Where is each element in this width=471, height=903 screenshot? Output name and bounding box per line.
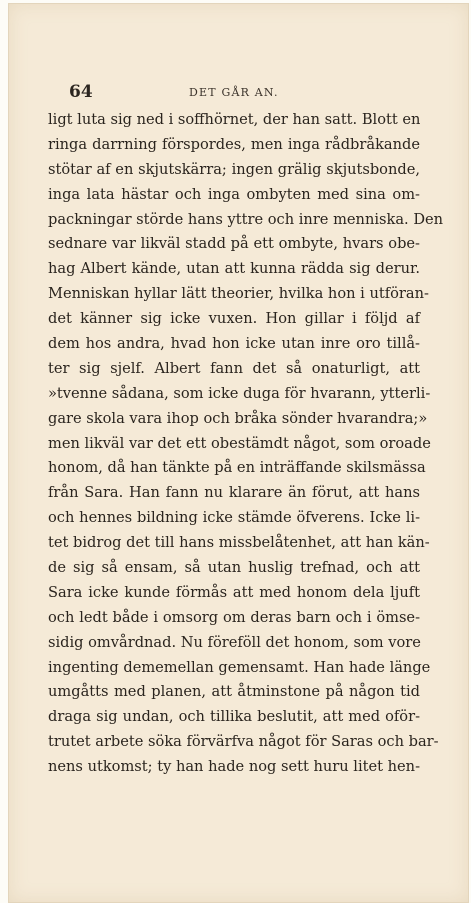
body-text (48, 108, 444, 780)
text-line-10: dem hos andra, hvad hon icke utan inre oro tillå- (48, 335, 420, 353)
text-line-23: ingenting dememellan gemensamt. Han hade länge (48, 658, 431, 676)
text-line-9: det känner sig icke vuxen. Hon gillar i följd af (48, 310, 420, 328)
text-line-15: honom, då han tänkte på en inträffande skilsmässa (48, 459, 426, 477)
text-line-14: men likväl var det ett obestämdt något, som oroade (48, 434, 431, 452)
text-line-18: tet bidrog det till hans missbelåtenhet, att han kän- (48, 534, 430, 552)
text-line-7: hag Albert kände, utan att kunna rädda sig derur. (48, 260, 420, 278)
text-line-16: från Sara. Han fann nu klarare än förut, att hans (48, 484, 420, 502)
text-line-12: »tvenne sådana, som icke duga för hvarann, ytterli- (48, 384, 431, 402)
text-line-4: inga lata hästar och inga ombyten med sina om- (48, 185, 420, 203)
text-line-2: ringa darrning förspordes, men inga rådbråkande (48, 135, 420, 153)
text-line-11: ter sig sjelf. Albert fann det så onaturligt, att (48, 359, 420, 377)
text-line-27: nens utkomst; ty han hade nog sett huru litet hen- (48, 758, 420, 776)
text-line-25: draga sig undan, och tillika beslutit, att med oför- (48, 708, 420, 726)
page-number: 64 (69, 82, 93, 102)
text-line-8: Menniskan hyllar lätt theorier, hvilka hon i utföran- (48, 285, 429, 303)
text-line-22: sidig omvårdnad. Nu föreföll det honom, som vore (48, 633, 421, 651)
text-line-24: umgåtts med planen, att åtminstone på någon tid (48, 683, 420, 701)
text-line-17: och hennes bildning icke stämde öfverens. Icke li- (48, 509, 420, 527)
running-title: DET GÅR AN. (189, 86, 279, 99)
text-line-3: stötar af en skjutskärra; ingen grälig skjutsbonde, (48, 160, 420, 178)
text-line-26: trutet arbete söka förvärfva något för Saras och bar- (48, 733, 439, 751)
text-line-13: gare skola vara ihop och bråka sönder hvarandra;» (48, 409, 428, 427)
text-line-21: och ledt både i omsorg om deras barn och i ömse- (48, 608, 420, 626)
page-header (69, 82, 429, 104)
text-line-1: ligt luta sig ned i soffhörnet, der han satt. Blott en (48, 111, 421, 128)
text-line-20: Sara icke kunde förmås att med honom dela ljuft (48, 583, 420, 601)
text-line-5: packningar störde hans yttre och inre menniska. Den (48, 210, 444, 228)
text-line-6: sednare var likväl stadd på ett ombyte, hvars obe- (48, 235, 420, 253)
text-line-19: de sig så ensam, så utan huslig trefnad, och att (48, 559, 420, 577)
